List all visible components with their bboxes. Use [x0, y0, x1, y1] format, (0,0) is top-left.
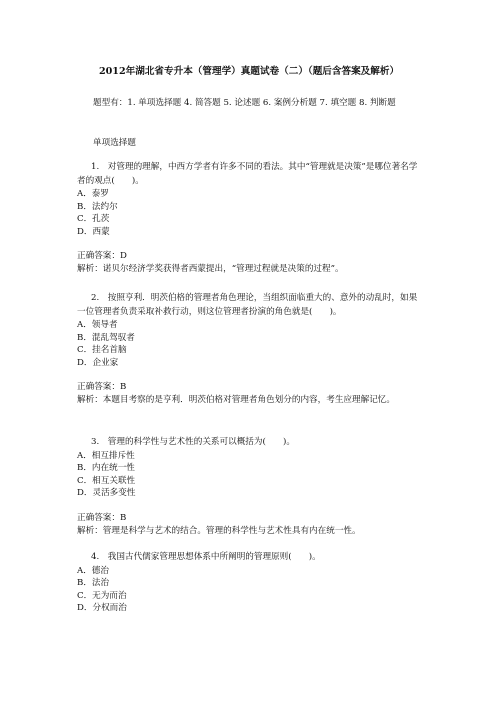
option-b: B．法约尔 — [77, 201, 118, 212]
question-stem: 1. 对管理的理解，中西方学者有许多不同的看法。其中“管理就是决策”是哪位著名学者的观点( )。 — [77, 162, 418, 186]
question-stem: 3. 管理的科学性与艺术性的关系可以概括为( )。 — [91, 437, 295, 447]
option-c: C．无为而治 — [77, 590, 127, 601]
option-c: C．孔茨 — [77, 214, 110, 225]
option-a: A．泰罗 — [77, 189, 109, 199]
answer-analysis: 解析：本题目考察的是亨利．明茨伯格对管理者角色划分的内容，考生应理解记忆。 — [77, 395, 395, 406]
option-a: A．德治 — [77, 565, 109, 576]
correct-answer: 正确答案：D — [77, 251, 127, 262]
option-d: D．西蒙 — [77, 226, 110, 237]
option-d: D．分权而治 — [77, 603, 127, 614]
question-4 — [77, 551, 421, 615]
document-title: 2012年湖北省专升本（管理学）真题试卷（二）（题后含答案及解析） — [98, 66, 400, 77]
question-types-line: 题型有：1. 单项选择题 4. 简答题 5. 论述题 6. 案例分析题 7. 填空题 8. 判断题 — [93, 98, 396, 108]
answer-analysis: 解析：管理是科学与艺术的结合。管理的科学性与艺术性具有内在统一性。 — [77, 525, 361, 536]
option-a: A．领导者 — [77, 320, 118, 330]
option-d: D．企业家 — [77, 357, 119, 368]
correct-answer: 正确答案：B — [77, 382, 127, 393]
question-stem: 4. 我国古代儒家管理思想体系中所阐明的管理原则( )。 — [91, 552, 321, 562]
question-1 — [77, 161, 421, 277]
question-3 — [77, 436, 421, 538]
answer-analysis: 解析：诺贝尔经济学奖获得者西蒙提出，“管理过程就是决策的过程”。 — [77, 264, 344, 275]
option-a: A．相互排斥性 — [77, 450, 135, 461]
question-stem: 2. 按照亨利．明茨伯格的管理者角色理论，当组织面临重大的、意外的动乱时，如果一位管理者负责采取补救行动，则这位管理者扮演的角色就是( )。 — [77, 293, 418, 317]
option-c: C．挂名首脑 — [77, 345, 127, 356]
option-b: B．混乱驾驭者 — [77, 332, 135, 343]
section-heading: 单项选择题 — [93, 138, 136, 148]
correct-answer: 正确答案：B — [77, 512, 127, 523]
option-c: C．相互关联性 — [77, 475, 136, 486]
question-2 — [77, 292, 421, 408]
option-d: D．灵活多变性 — [77, 488, 136, 499]
option-b: B．法治 — [77, 578, 110, 589]
option-b: B．内在统一性 — [77, 463, 135, 474]
